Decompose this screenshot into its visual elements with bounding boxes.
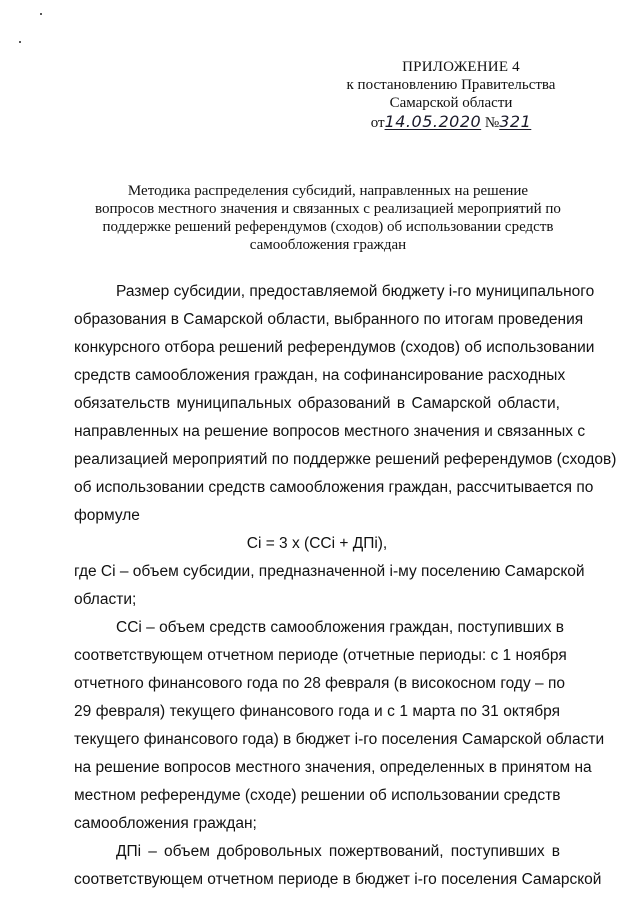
body-line: Размер субсидии, предоставляемой бюджету i-го муниципального (116, 283, 595, 300)
appendix-line-2: к постановлению Правительства (346, 77, 556, 93)
body-line: средств самообложения граждан, на софинансирование расходных (74, 367, 566, 384)
appendix-date-line (336, 113, 566, 132)
date-prefix: от (370, 115, 385, 131)
body-line: ДПi – объем добровольных пожертвований, поступивших в (116, 843, 560, 860)
heading-line: Методика распределения субсидий, направленных на решение (127, 183, 529, 199)
body-line: соответствующем отчетном периоде (отчетные периоды: с 1 ноября (74, 647, 567, 664)
body-line: местном референдуме (сходе) решении об использовании средств (74, 787, 561, 804)
document-body (74, 278, 617, 894)
body-line: направленных на решение вопросов местного значения и связанных с (74, 423, 586, 440)
scan-speck (19, 41, 21, 43)
body-line: формуле (74, 507, 140, 524)
heading-line: поддержке решений референдумов (сходов) об использовании средств (102, 219, 554, 235)
heading-line: вопросов местного значения и связанных с реализацией мероприятий по (95, 201, 561, 217)
body-line: самообложения граждан; (74, 815, 257, 832)
handwritten-date: 14.05.2020 (384, 112, 482, 131)
body-line: CCi – объем средств самообложения граждан, поступивших в (116, 619, 564, 636)
body-line: реализацией мероприятий по поддержке решений референдумов (сходов) (74, 451, 617, 468)
body-line: 29 февраля) текущего финансового года и с 1 марта по 31 октября (74, 703, 560, 720)
handwritten-number: 321 (499, 112, 532, 131)
body-line: области; (74, 591, 137, 608)
heading-line: самообложения граждан (249, 237, 407, 253)
formula: Ci = 3 x (CCi + ДПi), (246, 535, 388, 552)
body-line: образования в Самарской области, выбранного по итогам проведения (74, 311, 584, 328)
body-line: соответствующем отчетном периоде в бюджет i-го поселения Самарской (74, 871, 602, 888)
appendix-line-3: Самарской области (389, 95, 513, 111)
body-line: конкурсного отбора решений референдумов (сходов) об использовании (74, 339, 595, 356)
body-line: отчетного финансового года по 28 февраля (в високосном году – по (74, 675, 565, 692)
body-line: на решение вопросов местного значения, определенных в принятом на (74, 759, 592, 776)
scan-speck (40, 13, 42, 15)
body-line: об использовании средств самообложения граждан, рассчитывается по (74, 479, 594, 496)
body-line: где Ci – объем субсидии, предназначенной i-му поселению Самарской (74, 563, 585, 580)
appendix-header (336, 58, 566, 132)
number-prefix: № (484, 115, 500, 131)
body-line: текущего финансового года) в бюджет i-го поселения Самарской области (74, 731, 605, 748)
body-line: обязательств муниципальных образований в Самарской области, (74, 395, 560, 412)
document-heading (60, 182, 596, 254)
appendix-title: ПРИЛОЖЕНИЕ 4 (402, 59, 520, 75)
